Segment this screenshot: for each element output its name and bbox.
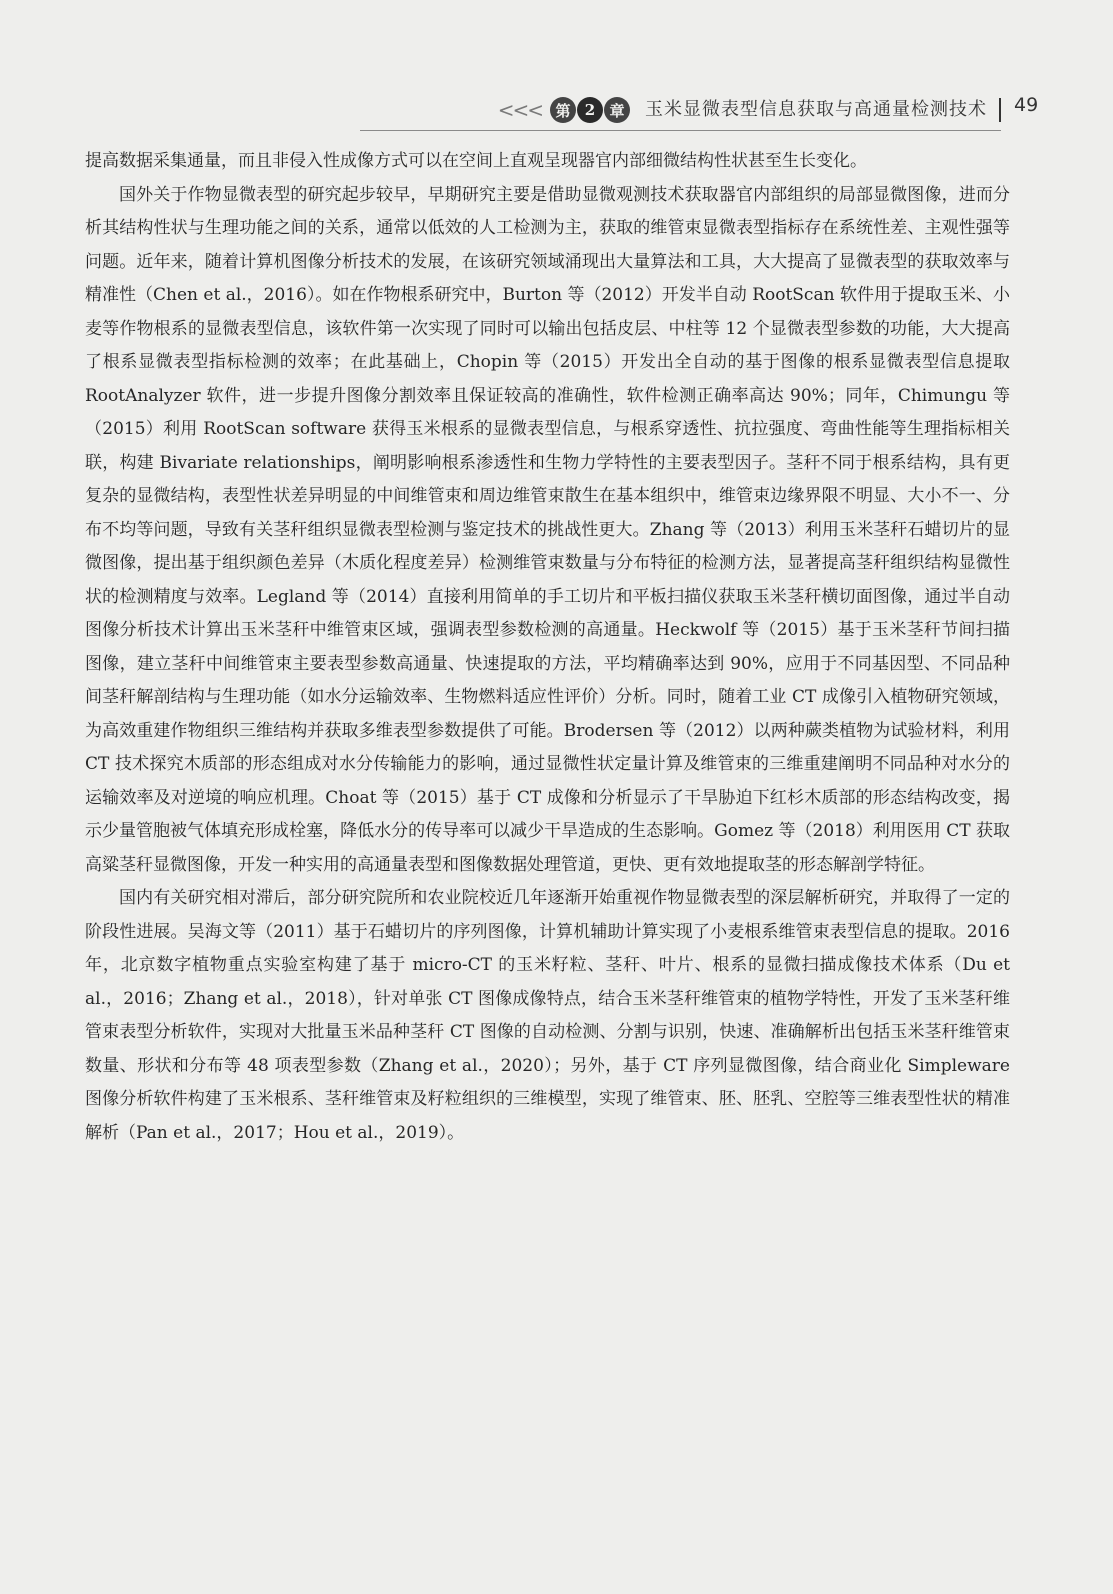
- chapter-char-2: 章: [604, 97, 630, 123]
- page-number: 49: [1014, 94, 1039, 116]
- chapter-char-1: 第: [550, 97, 576, 123]
- body-text: [85, 145, 1010, 1150]
- running-header: [360, 90, 1001, 131]
- chapter-title: 玉米显微表型信息获取与高通量检测技术: [645, 98, 1001, 122]
- paragraph-domestic-research: 国内有关研究相对滞后，部分研究院所和农业院校近几年逐渐开始重视作物显微表型的深层解析研究，并取得了一定的阶段性进展。吴海文等（2011）基于石蜡切片的序列图像，计算机辅助计算实现了小麦根系维管束表型信息的提取。2016 年，北京数字植物重点实验室构建了基于 micro-CT 的玉米籽粒、茎秆、叶片、根系的显微扫描成像技术体系（Du et al.，2016；Zhang et al.，2018），针对单张 CT 图像成像特点，结合玉米茎秆维管束的植物学特性，开发了玉米茎秆维管束表型分析软件，实现对大批量玉米品种茎秆 CT 图像的自动检测、分割与识别，快速、准确解析出包括玉米茎秆维管束数量、形状和分布等 48 项表型参数（Zhang et al.，2020）；另外，基于 CT 序列显微图像，结合商业化 Simpleware 图像分析软件构建了玉米根系、茎秆维管束及籽粒组织的三维模型，实现了维管束、胚、胚乳、空腔等三维表型性状的精准解析（Pan et al.，2017；Hou et al.，2019）。: [85, 888, 1010, 1143]
- chapter-badge: [550, 97, 631, 123]
- chevrons-icon: <<<: [497, 98, 542, 122]
- chapter-number: 2: [577, 97, 603, 123]
- paragraph-foreign-research: 国外关于作物显微表型的研究起步较早，早期研究主要是借助显微观测技术获取器官内部组织的局部显微图像，进而分析其结构性状与生理功能之间的关系，通常以低效的人工检测为主，获取的维管束显微表型指标存在系统性差、主观性强等问题。近年来，随着计算机图像分析技术的发展，在该研究领域涌现出大量算法和工具，大大提高了显微表型的获取效率与精准性（Chen et al.，2016）。如在作物根系研究中，Burton 等（2012）开发半自动 RootScan 软件用于提取玉米、小麦等作物根系的显微表型信息，该软件第一次实现了同时可以输出包括皮层、中柱等 12 个显微表型参数的功能，大大提高了根系显微表型指标检测的效率；在此基础上，Chopin 等（2015）开发出全自动的基于图像的根系显微表型信息提取 RootAnalyzer 软件，进一步提升图像分割效率且保证较高的准确性，软件检测正确率高达 90%；同年，Chimungu 等（2015）利用 RootScan software 获得玉米根系的显微表型信息，与根系穿透性、抗拉强度、弯曲性能等生理指标相关联，构建 Bivariate relationships，阐明影响根系渗透性和生物力学特性的主要表型因子。茎秆不同于根系结构，具有更复杂的显微结构，表型性状差异明显的中间维管束和周边维管束散生在基本组织中，维管束边缘界限不明显、大小不一、分布不均等问题，导致有关茎秆组织显微表型检测与鉴定技术的挑战性更大。Zhang 等（2013）利用玉米茎秆石蜡切片的显微图像，提出基于组织颜色差异（木质化程度差异）检测维管束数量与分布特征的检测方法，显著提高茎秆组织结构显微性状的检测精度与效率。Legland 等（2014）直接利用简单的手工切片和平板扫描仪获取玉米茎秆横切面图像，通过半自动图像分析技术计算出玉米茎秆中维管束区域，强调表型参数检测的高通量。Heckwolf 等（2015）基于玉米茎秆节间扫描图像，建立茎秆中间维管束主要表型参数高通量、快速提取的方法，平均精确率达到 90%，应用于不同基因型、不同品种间茎秆解剖结构与生理功能（如水分运输效率、生物燃料适应性评价）分析。同时，随着工业 CT 成像引入植物研究领域，为高效重建作物组织三维结构并获取多维表型参数提供了可能。Brodersen 等（2012）以两种蕨类植物为试验材料，利用 CT 技术探究木质部的形态组成对水分传输能力的影响，通过显微性状定量计算及维管束的三维重建阐明不同品种对水分的运输效率及对逆境的响应机理。Choat 等（2015）基于 CT 成像和分析显示了干旱胁迫下红杉木质部的形态结构改变，揭示少量管胞被气体填充形成栓塞，降低水分的传导率可以减少干旱造成的生态影响。Gomez 等（2018）利用医用 CT 获取高粱茎秆显微图像，开发一种实用的高通量表型和图像数据处理管道，更快、更有效地提取茎的形态解剖学特征。: [85, 184, 1010, 875]
- paragraph-continued: 提高数据采集通量，而且非侵入性成像方式可以在空间上直观呈现器官内部细微结构性状甚至生长变化。: [85, 151, 867, 171]
